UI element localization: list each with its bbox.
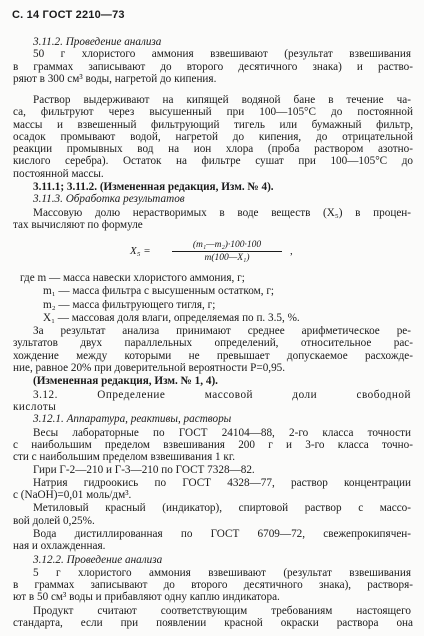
- section-heading: 3.12.1. Аппаратура, реактивы, растворы: [33, 413, 232, 426]
- text-line: в граммах записывают до второго десятичного знака) и раство-: [13, 60, 413, 73]
- definition-line: X₁ — массовая доля влаги, определяемая по п. 3.5, %.: [43, 311, 300, 324]
- formula-denominator: m(100—X₁): [204, 252, 250, 263]
- text-line: Вода дистиллированная по ГОСТ 6709—72, свежепрокипячен-: [33, 527, 411, 540]
- text-line: сти с наибольшим пределом взвешивания 1 кг.: [13, 451, 235, 464]
- definition-line: m₁ — масса фильтра с высушенным остатком, г;: [43, 285, 275, 298]
- formula-numerator: (m₁—m₂)·100·100: [172, 240, 282, 252]
- definition-line: где m — масса навески хлористого аммония, г;: [20, 272, 245, 284]
- text-line: Раствор выдерживают на кипящей водяной бане в течение ча-: [33, 93, 411, 106]
- text-line: хождение между которыми не превышает допускаемое расхожде-: [13, 349, 413, 362]
- text-line: Массовую долю нерастворимых в воде веществ (X₅) в процен-: [33, 206, 411, 219]
- page-header: С. 14 ГОСТ 2210—73: [12, 9, 125, 21]
- text-line: кислого серебра). Остаток на фильтре сушат при 100—105°С до: [13, 155, 413, 168]
- text-line: Весы лабораторные по ГОСТ 24104—88, 2-го класса точности: [33, 426, 411, 439]
- text-line: постоянной массы.: [13, 167, 104, 180]
- text-line: Натрия гидроокись по ГОСТ 4328—77, раствор концентрации: [33, 476, 411, 489]
- text-line: массы и взвешенный фильтрующий тигель или бумажный фильтр,: [13, 118, 413, 131]
- text-line: са, фильтруют через высушенный при 100—105°С до постоянной: [13, 106, 413, 119]
- formula-lhs: X₅ =: [130, 244, 151, 257]
- text-line: ная и охлажденная.: [13, 540, 106, 553]
- text-line: c (NaOH)=0,01 моль/дм³.: [13, 489, 132, 501]
- section-heading: 3.11.3. Обработка результатов: [33, 193, 185, 206]
- text-line: Гири Г-2—210 и Г-3—210 по ГОСТ 7328—82.: [33, 464, 255, 477]
- text-line: зультатов двух параллельных определений, относительное рас-: [13, 337, 413, 350]
- text-line: вой долей 0,25%.: [13, 514, 95, 527]
- text-line: ние, равное 20% при доверительной вероятности P=0,95.: [13, 362, 286, 374]
- text-line: стандарта, если при появлении красной окраски раствора она: [13, 617, 413, 629]
- formula-fraction: [172, 240, 282, 264]
- text-line: ют в 50 см³ воды и прибавляют одну каплю индикатора.: [13, 591, 280, 604]
- text-line: осадок промывают водой, нагретой до кипения, до отрицательной: [13, 130, 413, 143]
- text-line: Продукт считают соответствующим требованиям настоящего: [33, 604, 411, 617]
- definition-line: m₂ — масса фильтрующего тигля, г;: [43, 298, 216, 311]
- amendment-note: 3.11.1; 3.11.2. (Измененная редакция, Изм. № 4).: [33, 181, 274, 193]
- text-line: За результат анализа принимают среднее арифметическое ре-: [33, 325, 411, 338]
- text-line: Метиловый красный (индикатор), спиртовой раствор с массо-: [33, 502, 411, 515]
- text-line: 50 г хлористого аммония взвешивают (результат взвешивания: [33, 48, 411, 61]
- text-line: тах вычисляют по формуле: [13, 218, 143, 231]
- amendment-note: (Измененная редакция, Изм. № 1, 4).: [33, 375, 218, 388]
- formula-trail: ,: [290, 244, 293, 257]
- text-line: в граммах записывают до второго десятичного знака), растворя-: [13, 579, 413, 592]
- text-line: ряют в 300 см³ воды, нагретой до кипения.: [13, 73, 217, 85]
- section-heading: 3.11.2. Проведение анализа: [33, 36, 162, 48]
- section-heading: 3.12.2. Проведение анализа: [33, 553, 163, 566]
- section-heading: 3.12. Определение массовой доли свободной: [33, 388, 411, 401]
- text-line: с наибольшим пределом взвешивания 200 г и 3-го класса точно-: [13, 438, 413, 451]
- text-line: 5 г хлористого аммония взвешивают (результат взвешивания: [33, 566, 411, 579]
- text-line: реакции промывных вод на ион хлора (проба раствором азотно-: [13, 143, 413, 156]
- section-heading: кислоты: [13, 400, 57, 413]
